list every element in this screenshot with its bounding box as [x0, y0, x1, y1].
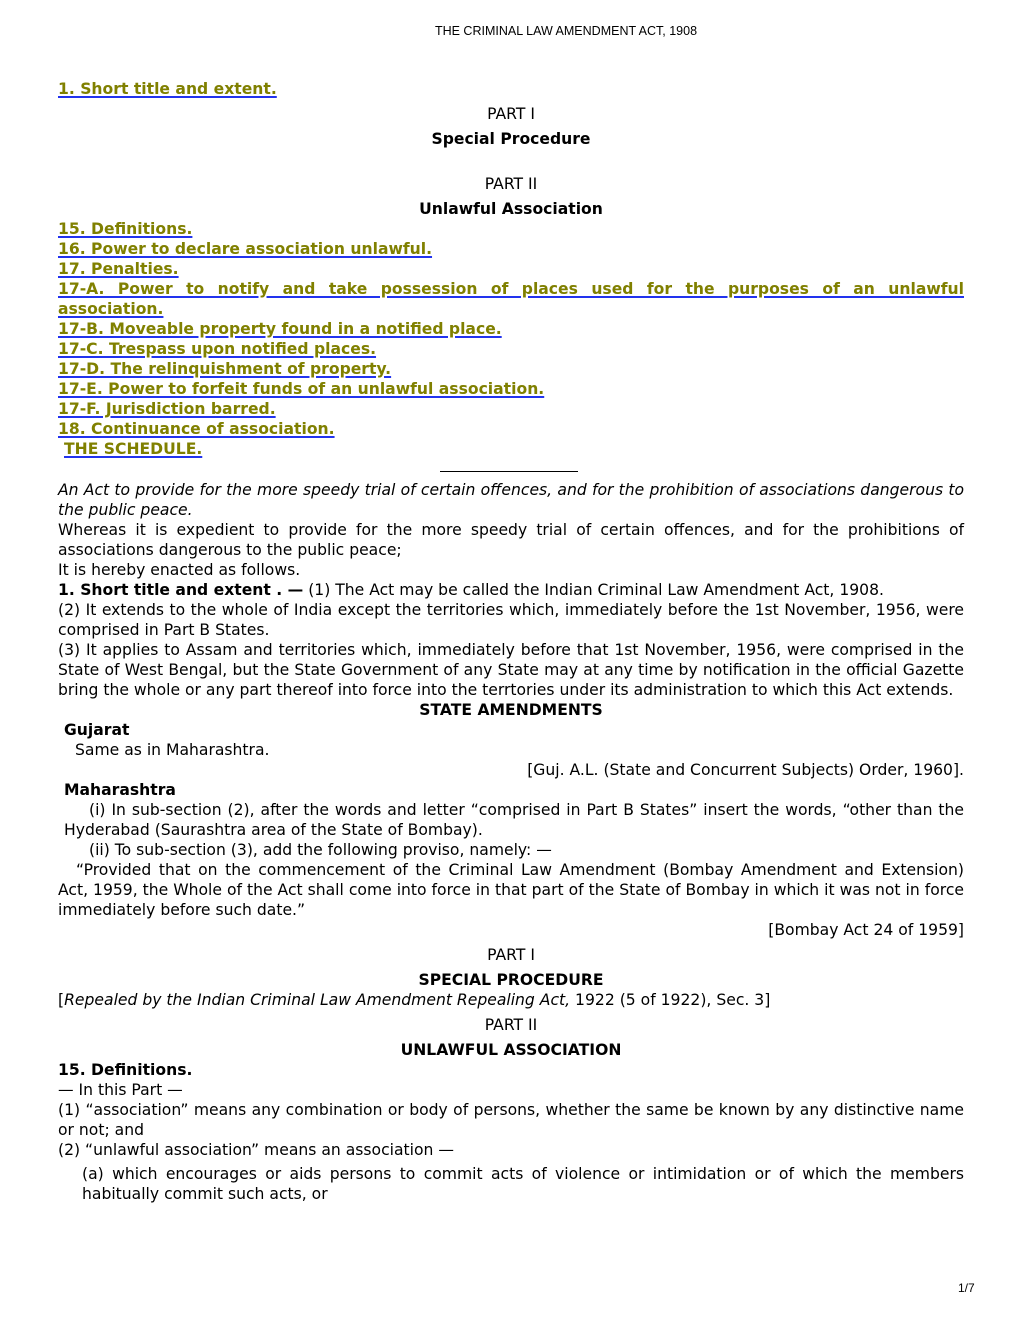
section-1-text: (1) The Act may be called the Indian Criminal Law Amendment Act, 1908. — [303, 581, 884, 599]
maharashtra-citation: [Bombay Act 24 of 1959] — [768, 921, 964, 939]
section-1-sub-1 — [58, 580, 964, 600]
toc-part1-title: Special Procedure — [431, 130, 591, 148]
enacting-clause: It is hereby enacted as follows. — [58, 561, 301, 579]
part2-label: PART II — [484, 1016, 538, 1034]
maharashtra-clause-ii: (ii) To sub-section (3), add the following proviso, namely: — — [89, 841, 552, 859]
toc-link-17d[interactable]: 17-D. The relinquishment of property. — [58, 360, 392, 378]
section-15-clause-1: (1) “association” means any combination or body of persons, whether the same be known by any distinctive name or not; and — [58, 1101, 964, 1139]
toc-part2-label: PART II — [484, 175, 538, 193]
preamble: Whereas it is expedient to provide for the more speedy trial of certain offences, and for the prohibitions of associations dangerous to the public peace; — [58, 521, 964, 559]
maharashtra-heading: Maharashtra — [64, 781, 176, 799]
running-header: THE CRIMINAL LAW AMENDMENT ACT, 1908 — [434, 24, 698, 38]
toc-link-17e[interactable]: 17-E. Power to forfeit funds of an unlawful association. — [58, 380, 545, 398]
gujarat-citation: [Guj. A.L. (State and Concurrent Subjects) Order, 1960]. — [527, 761, 964, 779]
maharashtra-clause-i: (i) In sub-section (2), after the words and letter “comprised in Part B States” insert the words, “other than the Hyderabad (Saurashtra area of the State of Bombay). — [64, 801, 964, 839]
section-15-clause-2a: (a) which encourages or aids persons to commit acts of violence or intimidation or of which the members habitually commit such acts, or — [82, 1165, 964, 1203]
part2-title: UNLAWFUL ASSOCIATION — [400, 1041, 622, 1059]
section-1-sub-3: (3) It applies to Assam and territories which, immediately before that 1st November, 1956, were comprised in the State of West Bengal, but the State Government of any State may at any time by notification in the official Gazette bring the whole or any part thereof into force into the terrtories under its administration to which this Act extends. — [58, 641, 964, 699]
toc-link-schedule[interactable]: THE SCHEDULE. — [64, 440, 203, 458]
part1-title: SPECIAL PROCEDURE — [418, 971, 604, 989]
toc-link-17a[interactable]: 17-A. Power to notify and take possession of places used for the purposes of an unlawful association. — [58, 280, 964, 318]
toc-link-17c[interactable]: 17-C. Trespass upon notified places. — [58, 340, 377, 358]
toc-link-17b[interactable]: 17-B. Moveable property found in a notified place. — [58, 320, 502, 338]
toc-part1-label: PART I — [487, 105, 535, 123]
gujarat-text: Same as in Maharashtra. — [75, 741, 270, 759]
maharashtra-proviso: “Provided that on the commencement of the Criminal Law Amendment (Bombay Amendment and Extension) Act, 1959, the Whole of the Act shall come into force in that part of the State of Bombay in which it was not in force immediately before such date.” — [58, 861, 964, 919]
toc-link-16[interactable]: 16. Power to declare association unlawful. — [58, 240, 433, 258]
section-15-heading: 15. Definitions. — [58, 1061, 193, 1079]
section-1-sub-2: (2) It extends to the whole of India except the territories which, immediately before the 1st November, 1956, were comprised in Part B States. — [58, 601, 964, 639]
section-1-heading: 1. Short title and extent . — — [58, 581, 304, 599]
state-amendments-heading: STATE AMENDMENTS — [419, 701, 603, 719]
section-15-clause-2: (2) “unlawful association” means an association — — [58, 1141, 454, 1159]
gujarat-heading: Gujarat — [64, 721, 130, 739]
part1-label: PART I — [487, 946, 535, 964]
toc-link-17[interactable]: 17. Penalties. — [58, 260, 179, 278]
section-15-intro: — In this Part — — [58, 1081, 183, 1099]
toc-link-17f[interactable]: 17-F. Jurisdiction barred. — [58, 400, 276, 418]
divider — [440, 471, 578, 472]
toc-link-short-title[interactable]: 1. Short title and extent. — [58, 80, 277, 98]
long-title: An Act to provide for the more speedy trial of certain offences, and for the prohibition of associations dangerous to the public peace. — [58, 481, 964, 519]
toc-part2-title: Unlawful Association — [419, 200, 603, 218]
toc-link-18[interactable]: 18. Continuance of association. — [58, 420, 335, 438]
part1-repealed-note: [Repealed by the Indian Criminal Law Amendment Repealing Act, 1922 (5 of 1922), Sec. 3] — [58, 991, 771, 1009]
page-number: 1/7 — [958, 1281, 975, 1295]
document-body — [58, 79, 964, 1204]
toc-link-15[interactable]: 15. Definitions. — [58, 220, 193, 238]
